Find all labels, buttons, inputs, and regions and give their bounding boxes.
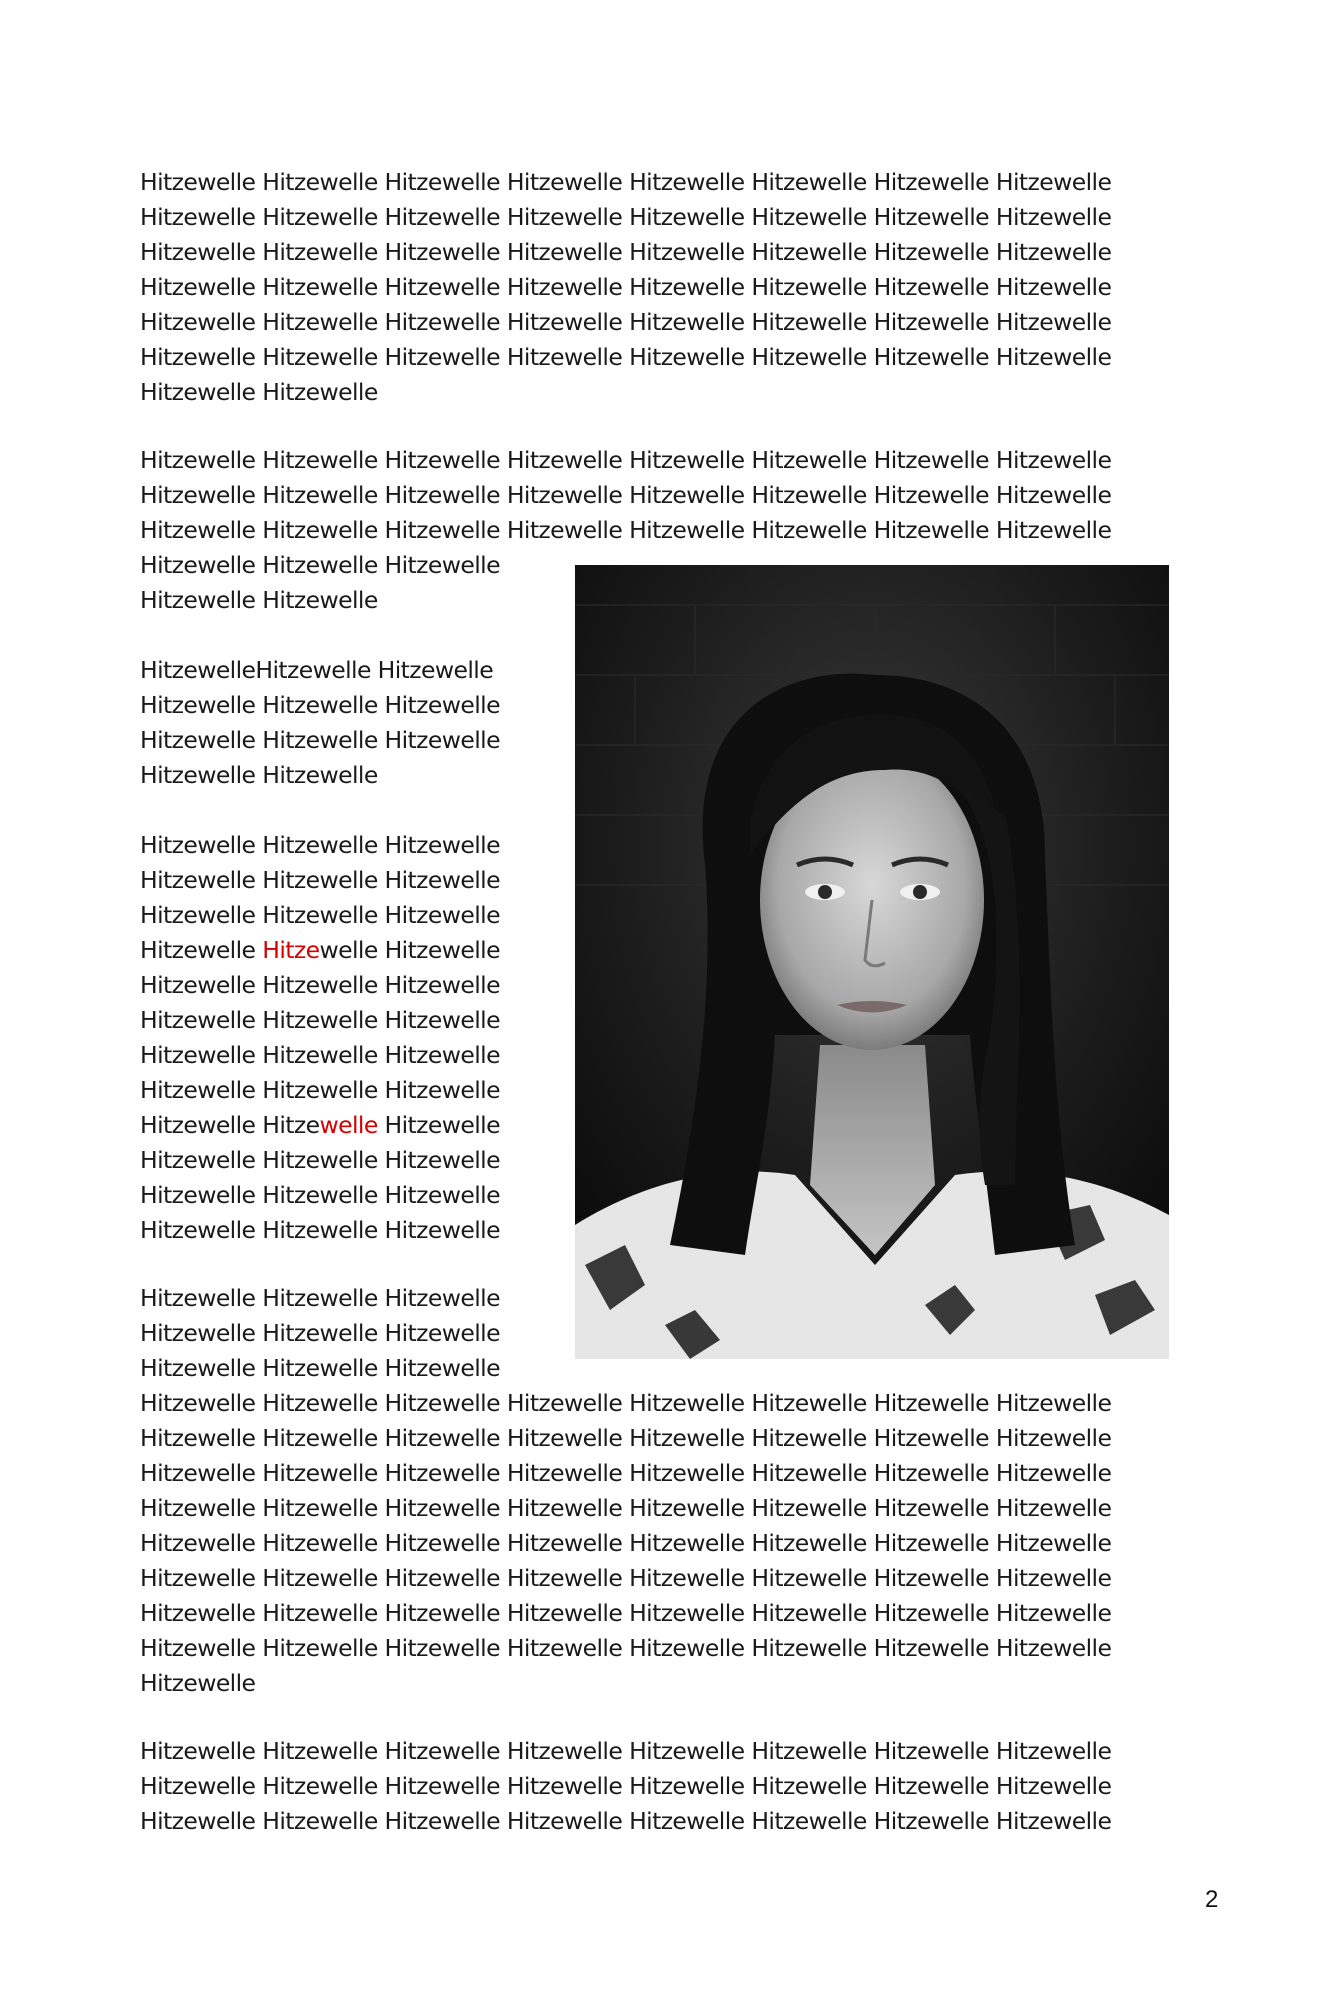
- text-run: Hitzewelle Hitzewelle Hitzewelle Hitzewelle Hitzewelle Hitzewelle Hitzewelle Hitzewelle: [140, 203, 1112, 231]
- text-line: [140, 200, 1111, 235]
- text-run: Hitzewelle Hitzewelle Hitzewelle: [140, 1181, 500, 1209]
- text-run: Hitzewelle Hitzewelle Hitzewelle: [140, 551, 500, 579]
- text-run: Hitzewelle Hitzewelle Hitzewelle: [140, 831, 500, 859]
- text-line: [140, 1769, 1111, 1804]
- text-run: Hitzewelle Hitzewelle Hitzewelle Hitzewelle Hitzewelle Hitzewelle Hitzewelle Hitzewelle: [140, 1529, 1112, 1557]
- text-line: [140, 1561, 1111, 1596]
- text-run: Hitzewelle Hitzewelle Hitzewelle: [140, 1006, 500, 1034]
- text-line: [140, 863, 500, 898]
- text-run: Hitzewelle Hitze: [140, 1111, 320, 1139]
- text-run: welle Hitzewelle: [319, 936, 500, 964]
- text-line: [140, 1143, 500, 1178]
- text-run: Hitzewelle Hitzewelle Hitzewelle Hitzewelle Hitzewelle Hitzewelle Hitzewelle Hitzewelle: [140, 1737, 1112, 1765]
- text-run: Hitzewelle Hitzewelle Hitzewelle Hitzewelle Hitzewelle Hitzewelle Hitzewelle Hitzewelle: [140, 446, 1112, 474]
- text-run: Hitzewelle: [140, 936, 263, 964]
- text-run: Hitzewelle Hitzewelle Hitzewelle: [140, 726, 500, 754]
- text-run: Hitzewelle Hitzewelle Hitzewelle Hitzewelle Hitzewelle Hitzewelle Hitzewelle Hitzewelle: [140, 1599, 1112, 1627]
- text-line: [140, 933, 500, 968]
- paragraph: [140, 165, 1111, 410]
- text-run: Hitzewelle Hitzewelle Hitzewelle: [140, 1076, 500, 1104]
- text-run: Hitzewelle: [140, 1669, 256, 1697]
- text-line: [140, 1213, 500, 1248]
- text-run: Hitzewelle Hitzewelle Hitzewelle Hitzewelle Hitzewelle Hitzewelle Hitzewelle Hitzewelle: [140, 516, 1112, 544]
- text-line: [140, 305, 1111, 340]
- text-line: [140, 235, 1111, 270]
- text-line: [140, 1073, 500, 1108]
- text-line: [140, 1596, 1111, 1631]
- text-line: [140, 723, 500, 758]
- text-run: Hitzewelle Hitzewelle Hitzewelle Hitzewelle Hitzewelle Hitzewelle Hitzewelle Hitzewelle: [140, 1459, 1112, 1487]
- page-number: 2: [1205, 1886, 1219, 1913]
- text-line: [140, 443, 1111, 478]
- text-line: [140, 688, 500, 723]
- highlighted-text: Hitze: [262, 936, 320, 964]
- text-line: [140, 340, 1111, 375]
- text-run: HitzewelleHitzewelle Hitzewelle: [140, 656, 494, 684]
- text-line: [140, 1178, 500, 1213]
- text-run: Hitzewelle Hitzewelle Hitzewelle: [140, 971, 500, 999]
- text-run: Hitzewelle Hitzewelle Hitzewelle Hitzewelle Hitzewelle Hitzewelle Hitzewelle Hitzewelle: [140, 238, 1112, 266]
- text-run: Hitzewelle Hitzewelle Hitzewelle Hitzewelle Hitzewelle Hitzewelle Hitzewelle Hitzewelle: [140, 273, 1112, 301]
- text-run: Hitzewelle Hitzewelle Hitzewelle: [140, 1216, 500, 1244]
- text-run: Hitzewelle Hitzewelle: [140, 378, 378, 406]
- text-run: Hitzewelle Hitzewelle Hitzewelle: [140, 1146, 500, 1174]
- text-line: [140, 478, 1111, 513]
- text-run: Hitzewelle Hitzewelle: [140, 761, 378, 789]
- text-run: Hitzewelle Hitzewelle Hitzewelle Hitzewelle Hitzewelle Hitzewelle Hitzewelle Hitzewelle: [140, 343, 1112, 371]
- text-run: Hitzewelle Hitzewelle Hitzewelle: [140, 1319, 500, 1347]
- text-line: [140, 1631, 1111, 1666]
- text-line: [140, 270, 1111, 305]
- text-line: [140, 898, 500, 933]
- paragraph: [140, 653, 500, 793]
- text-run: Hitzewelle: [377, 1111, 500, 1139]
- text-line: [140, 1666, 1111, 1701]
- text-line: [140, 165, 1111, 200]
- text-run: Hitzewelle Hitzewelle Hitzewelle Hitzewelle Hitzewelle Hitzewelle Hitzewelle Hitzewelle: [140, 1564, 1112, 1592]
- text-run: Hitzewelle Hitzewelle Hitzewelle Hitzewelle Hitzewelle Hitzewelle Hitzewelle Hitzewelle: [140, 1389, 1112, 1417]
- text-line: [140, 1386, 1111, 1421]
- text-line: [140, 375, 1111, 410]
- text-run: Hitzewelle Hitzewelle Hitzewelle: [140, 901, 500, 929]
- text-line: [140, 1108, 500, 1143]
- text-run: Hitzewelle Hitzewelle Hitzewelle Hitzewelle Hitzewelle Hitzewelle Hitzewelle Hitzewelle: [140, 481, 1112, 509]
- text-line: [140, 1003, 500, 1038]
- text-line: [140, 1491, 1111, 1526]
- text-line: [140, 968, 500, 1003]
- text-run: Hitzewelle Hitzewelle Hitzewelle: [140, 866, 500, 894]
- text-line: [140, 1421, 1111, 1456]
- text-run: Hitzewelle Hitzewelle Hitzewelle Hitzewelle Hitzewelle Hitzewelle Hitzewelle Hitzewelle: [140, 1424, 1112, 1452]
- text-run: Hitzewelle Hitzewelle Hitzewelle Hitzewelle Hitzewelle Hitzewelle Hitzewelle Hitzewelle: [140, 1494, 1112, 1522]
- portrait-photo: [575, 565, 1169, 1359]
- text-run: Hitzewelle Hitzewelle Hitzewelle: [140, 1041, 500, 1069]
- text-run: Hitzewelle Hitzewelle Hitzewelle Hitzewelle Hitzewelle Hitzewelle Hitzewelle Hitzewelle: [140, 1634, 1112, 1662]
- text-line: [140, 828, 500, 863]
- paragraph: [140, 828, 500, 1248]
- text-line: [140, 1734, 1111, 1769]
- text-run: Hitzewelle Hitzewelle Hitzewelle Hitzewelle Hitzewelle Hitzewelle Hitzewelle Hitzewelle: [140, 168, 1112, 196]
- text-line: [140, 513, 1111, 548]
- text-run: Hitzewelle Hitzewelle Hitzewelle Hitzewelle Hitzewelle Hitzewelle Hitzewelle Hitzewelle: [140, 308, 1112, 336]
- paragraph: [140, 1734, 1111, 1839]
- text-run: Hitzewelle Hitzewelle Hitzewelle Hitzewelle Hitzewelle Hitzewelle Hitzewelle Hitzewelle: [140, 1807, 1112, 1835]
- highlighted-text: welle: [319, 1111, 378, 1139]
- text-run: Hitzewelle Hitzewelle Hitzewelle: [140, 1354, 500, 1382]
- text-run: Hitzewelle Hitzewelle: [140, 586, 378, 614]
- text-line: [140, 758, 500, 793]
- text-run: Hitzewelle Hitzewelle Hitzewelle Hitzewelle Hitzewelle Hitzewelle Hitzewelle Hitzewelle: [140, 1772, 1112, 1800]
- text-line: [140, 1804, 1111, 1839]
- text-run: Hitzewelle Hitzewelle Hitzewelle: [140, 1284, 500, 1312]
- text-line: [140, 653, 500, 688]
- text-line: [140, 1038, 500, 1073]
- text-line: [140, 1526, 1111, 1561]
- text-line: [140, 1456, 1111, 1491]
- text-run: Hitzewelle Hitzewelle Hitzewelle: [140, 691, 500, 719]
